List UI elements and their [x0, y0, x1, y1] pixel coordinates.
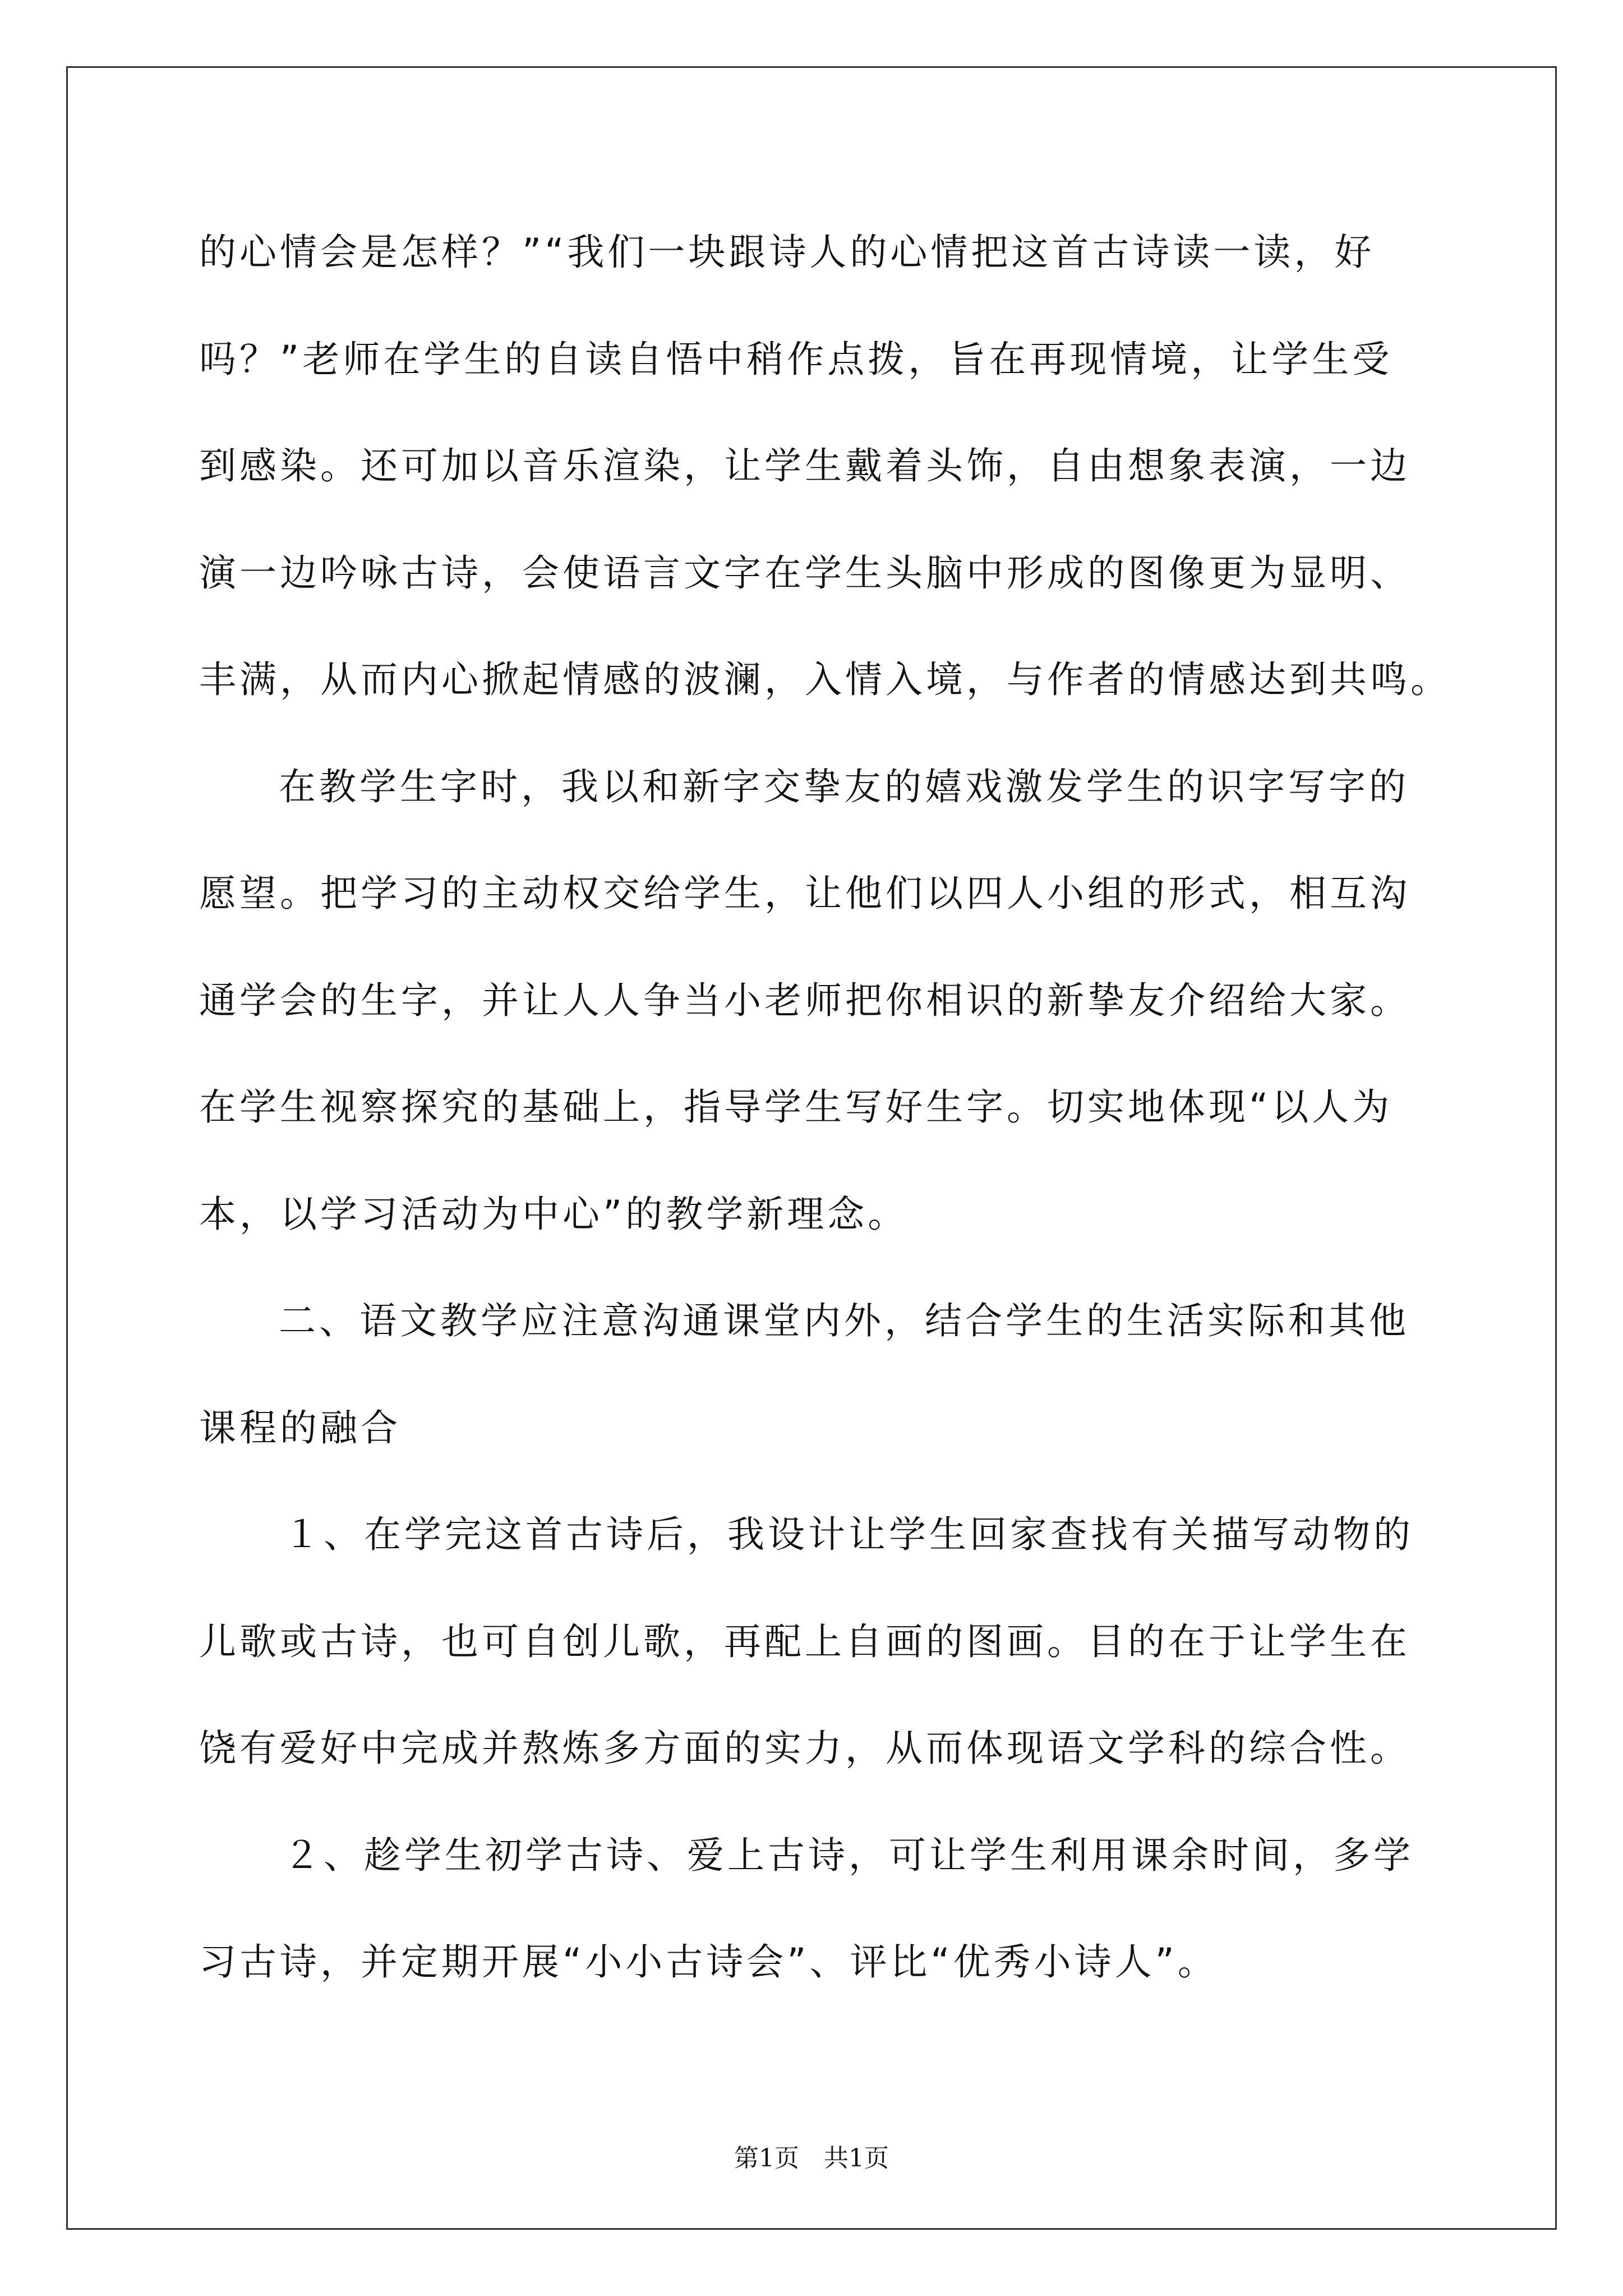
text-line: 演一边吟咏古诗，会使语言文字在学生头脑中形成的图像更为显明、	[199, 551, 1410, 595]
text-line: 儿歌或古诗，也可自创儿歌，再配上自画的图画。目的在于让学生在	[199, 1619, 1410, 1663]
text-line: １、在学完这首古诗后，我设计让学生回家查找有关描写动物的	[283, 1513, 1414, 1556]
text-line: 饶有爱好中完成并熬炼多方面的实力，从而体现语文学科的综合性。	[199, 1727, 1410, 1770]
text-line: ２、趁学生初学古诗、爱上古诗，可让学生利用课余时间，多学	[283, 1833, 1414, 1877]
text-line: 吗？”老师在学生的自读自悟中稍作点拨，旨在再现情境，让学生受	[199, 337, 1393, 381]
text-line: 习古诗，并定期开展“小小古诗会”、评比“优秀小诗人”。	[199, 1940, 1218, 1984]
document-body	[199, 199, 1451, 2016]
text-line: 的心情会是怎样？”“我们一块跟诗人的心情把这首古诗读一读，好	[199, 231, 1375, 274]
text-line: 在学生视察探究的基础上，指导学生写好生字。切实地体现“以人为	[199, 1085, 1393, 1129]
text-line: 通学会的生字，并让人人争当小老师把你相识的新挚友介绍给大家。	[199, 978, 1410, 1022]
text-line: 二、语文教学应注意沟通课堂内外，结合学生的生活实际和其他	[279, 1299, 1409, 1342]
text-line: 在教学生字时，我以和新字交挚友的嬉戏激发学生的识字写字的	[279, 765, 1409, 808]
text-line: 到感染。还可加以音乐渲染，让学生戴着头饰，自由想象表演，一边	[199, 444, 1410, 487]
text-line: 本，以学习活动为中心”的教学新理念。	[199, 1192, 909, 1236]
text-line: 愿望。把学习的主动权交给学生，让他们以四人小组的形式，相互沟	[199, 872, 1410, 915]
text-line: 丰满，从而内心掀起情感的波澜，入情入境，与作者的情感达到共鸣。	[199, 658, 1451, 701]
text-line: 课程的融合	[199, 1406, 401, 1450]
page-number: 第1页 共1页	[734, 2144, 889, 2173]
